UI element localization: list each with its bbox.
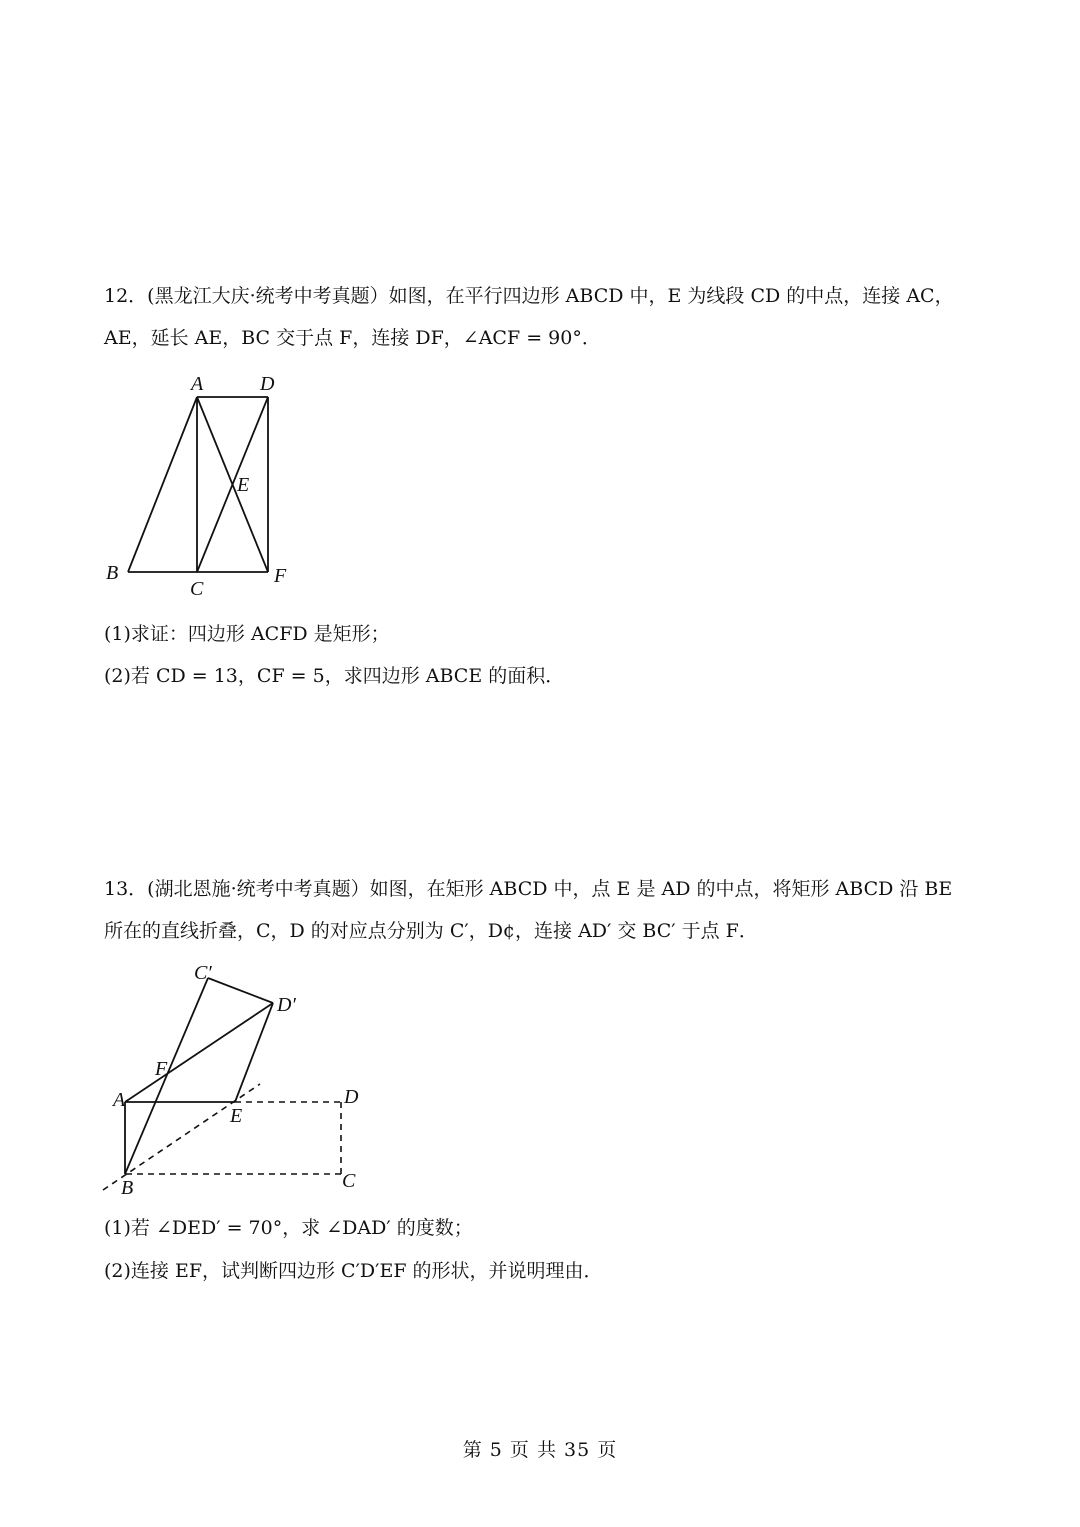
label-Dp: D′ (277, 994, 296, 1016)
label-C: C (190, 578, 204, 600)
problem12-line2: AE，延长 AE，BC 交于点 F，连接 DF，∠ACF = 90°． (104, 327, 601, 349)
problem12-line1: 12．(黑龙江大庆·统考中考真题）如图，在平行四边形 ABCD 中，E 为线段 CD 的中点，连接 AC， (104, 285, 954, 307)
label-B: B (121, 1177, 134, 1199)
label-D: D (344, 1086, 359, 1108)
problem12-question2: (2)若 CD = 13，CF = 5，求四边形 ABCE 的面积． (104, 665, 565, 687)
problem12-question1: (1)求证：四边形 ACFD 是矩形； (104, 623, 390, 645)
edge-ADp (125, 1003, 273, 1102)
problem13-line2: 所在的直线折叠，C，D 的对应点分别为 C′，D¢，连接 AD′ 交 BC′ 于点 F． (104, 920, 758, 942)
problem13-question2: (2)连接 EF，试判断四边形 C′D′EF 的形状，并说明理由． (104, 1260, 603, 1282)
edge-CpDp (208, 978, 273, 1003)
edge-AB (128, 397, 197, 572)
problem12-figure (100, 365, 320, 605)
label-C: C (342, 1170, 356, 1192)
edge-DpE (235, 1003, 273, 1102)
problem13-question1: (1)若 ∠DED′ = 70°，求 ∠DAD′ 的度数； (104, 1217, 473, 1239)
label-E: E (230, 1105, 243, 1127)
label-D: D (260, 373, 275, 395)
label-B: B (106, 562, 119, 584)
label-A: A (191, 373, 204, 395)
label-E: E (237, 474, 250, 496)
label-Cp: C′ (194, 962, 212, 984)
label-F: F (274, 565, 287, 587)
label-F: F (155, 1058, 168, 1080)
problem13-figure (95, 958, 385, 1208)
label-A: A (113, 1089, 126, 1111)
problem13-line1: 13．(湖北恩施·统考中考真题）如图，在矩形 ABCD 中，点 E 是 AD 的中点，将矩形 ABCD 沿 BE (104, 878, 953, 900)
page-footer: 第 5 页 共 35 页 (462, 1439, 618, 1461)
